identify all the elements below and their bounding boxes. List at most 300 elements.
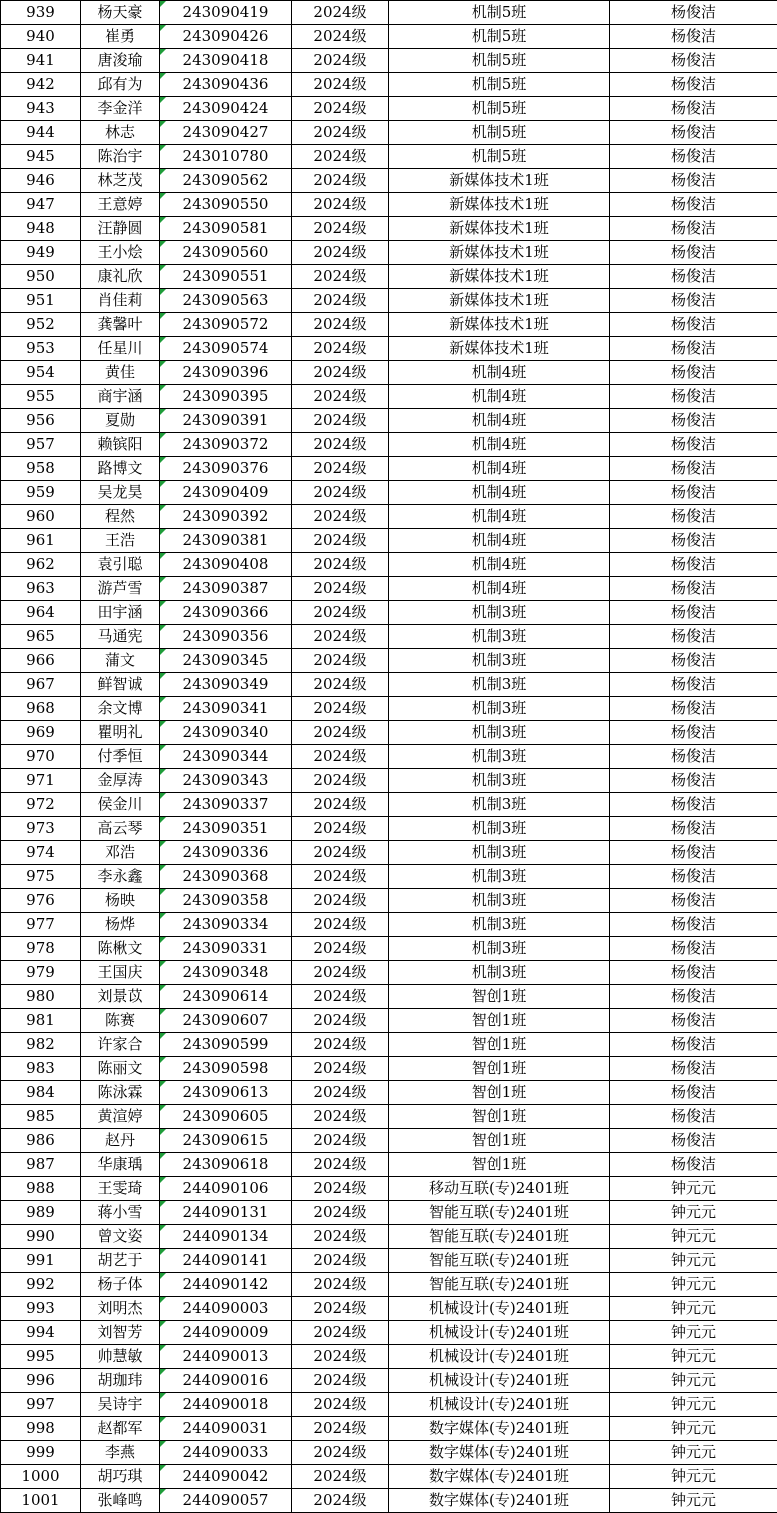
class-cell[interactable]: 机械设计(专)2401班: [389, 1393, 610, 1417]
counselor-cell[interactable]: 杨俊洁: [610, 25, 777, 49]
student-name-cell[interactable]: 田宇涵: [81, 601, 160, 625]
class-cell[interactable]: 机制4班: [389, 505, 610, 529]
row-number-cell[interactable]: 966: [1, 649, 81, 673]
student-id-cell[interactable]: 243090426: [160, 25, 292, 49]
row-number-cell[interactable]: 975: [1, 865, 81, 889]
student-name-cell[interactable]: 陈丽文: [81, 1057, 160, 1081]
student-id-cell[interactable]: 243090572: [160, 313, 292, 337]
student-id-cell[interactable]: 243090599: [160, 1033, 292, 1057]
student-name-cell[interactable]: 金厚涛: [81, 769, 160, 793]
grade-cell[interactable]: 2024级: [292, 193, 389, 217]
grade-cell[interactable]: 2024级: [292, 457, 389, 481]
counselor-cell[interactable]: 杨俊洁: [610, 1033, 777, 1057]
row-number-cell[interactable]: 963: [1, 577, 81, 601]
row-number-cell[interactable]: 970: [1, 745, 81, 769]
row-number-cell[interactable]: 946: [1, 169, 81, 193]
row-number-cell[interactable]: 971: [1, 769, 81, 793]
class-cell[interactable]: 机制3班: [389, 793, 610, 817]
class-cell[interactable]: 智创1班: [389, 1033, 610, 1057]
counselor-cell[interactable]: 杨俊洁: [610, 145, 777, 169]
counselor-cell[interactable]: 杨俊洁: [610, 289, 777, 313]
row-number-cell[interactable]: 988: [1, 1177, 81, 1201]
student-name-cell[interactable]: 杨烨: [81, 913, 160, 937]
row-number-cell[interactable]: 999: [1, 1441, 81, 1465]
student-name-cell[interactable]: 邓浩: [81, 841, 160, 865]
student-id-cell[interactable]: 243090607: [160, 1009, 292, 1033]
row-number-cell[interactable]: 995: [1, 1345, 81, 1369]
student-name-cell[interactable]: 杨天豪: [81, 1, 160, 25]
counselor-cell[interactable]: 杨俊洁: [610, 313, 777, 337]
student-name-cell[interactable]: 王雯琦: [81, 1177, 160, 1201]
class-cell[interactable]: 机制3班: [389, 625, 610, 649]
row-number-cell[interactable]: 981: [1, 1009, 81, 1033]
row-number-cell[interactable]: 980: [1, 985, 81, 1009]
class-cell[interactable]: 机制4班: [389, 457, 610, 481]
counselor-cell[interactable]: 杨俊洁: [610, 625, 777, 649]
counselor-cell[interactable]: 杨俊洁: [610, 577, 777, 601]
grade-cell[interactable]: 2024级: [292, 241, 389, 265]
student-name-cell[interactable]: 陈赛: [81, 1009, 160, 1033]
student-id-cell[interactable]: 244090033: [160, 1441, 292, 1465]
student-name-cell[interactable]: 陈泳霖: [81, 1081, 160, 1105]
student-name-cell[interactable]: 张峰鸣: [81, 1489, 160, 1513]
counselor-cell[interactable]: 杨俊洁: [610, 913, 777, 937]
counselor-cell[interactable]: 杨俊洁: [610, 1009, 777, 1033]
counselor-cell[interactable]: 钟元元: [610, 1369, 777, 1393]
grade-cell[interactable]: 2024级: [292, 649, 389, 673]
student-id-cell[interactable]: 243090343: [160, 769, 292, 793]
student-name-cell[interactable]: 王浩: [81, 529, 160, 553]
grade-cell[interactable]: 2024级: [292, 985, 389, 1009]
counselor-cell[interactable]: 杨俊洁: [610, 673, 777, 697]
student-id-cell[interactable]: 244090009: [160, 1321, 292, 1345]
grade-cell[interactable]: 2024级: [292, 145, 389, 169]
row-number-cell[interactable]: 977: [1, 913, 81, 937]
student-name-cell[interactable]: 曾文姿: [81, 1225, 160, 1249]
counselor-cell[interactable]: 杨俊洁: [610, 769, 777, 793]
student-id-cell[interactable]: 243090396: [160, 361, 292, 385]
grade-cell[interactable]: 2024级: [292, 529, 389, 553]
class-cell[interactable]: 机制5班: [389, 145, 610, 169]
student-id-cell[interactable]: 244090134: [160, 1225, 292, 1249]
row-number-cell[interactable]: 987: [1, 1153, 81, 1177]
student-id-cell[interactable]: 243090395: [160, 385, 292, 409]
grade-cell[interactable]: 2024级: [292, 169, 389, 193]
grade-cell[interactable]: 2024级: [292, 817, 389, 841]
counselor-cell[interactable]: 钟元元: [610, 1273, 777, 1297]
class-cell[interactable]: 新媒体技术1班: [389, 241, 610, 265]
class-cell[interactable]: 数字媒体(专)2401班: [389, 1441, 610, 1465]
student-id-cell[interactable]: 243090409: [160, 481, 292, 505]
grade-cell[interactable]: 2024级: [292, 1321, 389, 1345]
student-id-cell[interactable]: 243090341: [160, 697, 292, 721]
student-id-cell[interactable]: 243090605: [160, 1105, 292, 1129]
student-name-cell[interactable]: 黄佳: [81, 361, 160, 385]
student-name-cell[interactable]: 林志: [81, 121, 160, 145]
student-name-cell[interactable]: 刘明杰: [81, 1297, 160, 1321]
student-id-cell[interactable]: 243090376: [160, 457, 292, 481]
row-number-cell[interactable]: 965: [1, 625, 81, 649]
counselor-cell[interactable]: 杨俊洁: [610, 1105, 777, 1129]
counselor-cell[interactable]: 杨俊洁: [610, 121, 777, 145]
student-id-cell[interactable]: 243090618: [160, 1153, 292, 1177]
counselor-cell[interactable]: 杨俊洁: [610, 217, 777, 241]
class-cell[interactable]: 机制3班: [389, 697, 610, 721]
grade-cell[interactable]: 2024级: [292, 25, 389, 49]
row-number-cell[interactable]: 964: [1, 601, 81, 625]
class-cell[interactable]: 机制4班: [389, 481, 610, 505]
row-number-cell[interactable]: 979: [1, 961, 81, 985]
row-number-cell[interactable]: 986: [1, 1129, 81, 1153]
class-cell[interactable]: 机械设计(专)2401班: [389, 1369, 610, 1393]
counselor-cell[interactable]: 杨俊洁: [610, 409, 777, 433]
class-cell[interactable]: 智能互联(专)2401班: [389, 1225, 610, 1249]
grade-cell[interactable]: 2024级: [292, 1345, 389, 1369]
student-name-cell[interactable]: 李燕: [81, 1441, 160, 1465]
student-id-cell[interactable]: 244090131: [160, 1201, 292, 1225]
row-number-cell[interactable]: 955: [1, 385, 81, 409]
counselor-cell[interactable]: 杨俊洁: [610, 1081, 777, 1105]
student-id-cell[interactable]: 243090340: [160, 721, 292, 745]
counselor-cell[interactable]: 杨俊洁: [610, 241, 777, 265]
row-number-cell[interactable]: 990: [1, 1225, 81, 1249]
row-number-cell[interactable]: 973: [1, 817, 81, 841]
counselor-cell[interactable]: 钟元元: [610, 1465, 777, 1489]
grade-cell[interactable]: 2024级: [292, 1033, 389, 1057]
counselor-cell[interactable]: 杨俊洁: [610, 793, 777, 817]
class-cell[interactable]: 机制3班: [389, 841, 610, 865]
counselor-cell[interactable]: 杨俊洁: [610, 1057, 777, 1081]
row-number-cell[interactable]: 948: [1, 217, 81, 241]
student-id-cell[interactable]: 243090424: [160, 97, 292, 121]
grade-cell[interactable]: 2024级: [292, 1465, 389, 1489]
student-name-cell[interactable]: 杨映: [81, 889, 160, 913]
class-cell[interactable]: 机制3班: [389, 865, 610, 889]
class-cell[interactable]: 机械设计(专)2401班: [389, 1321, 610, 1345]
grade-cell[interactable]: 2024级: [292, 265, 389, 289]
student-name-cell[interactable]: 陈楸文: [81, 937, 160, 961]
row-number-cell[interactable]: 976: [1, 889, 81, 913]
student-id-cell[interactable]: 244090013: [160, 1345, 292, 1369]
student-name-cell[interactable]: 龚馨叶: [81, 313, 160, 337]
student-name-cell[interactable]: 蒋小雪: [81, 1201, 160, 1225]
student-id-cell[interactable]: 243090372: [160, 433, 292, 457]
class-cell[interactable]: 智能互联(专)2401班: [389, 1249, 610, 1273]
grade-cell[interactable]: 2024级: [292, 1201, 389, 1225]
student-name-cell[interactable]: 肖佳莉: [81, 289, 160, 313]
student-name-cell[interactable]: 李金洋: [81, 97, 160, 121]
student-id-cell[interactable]: 243090351: [160, 817, 292, 841]
counselor-cell[interactable]: 钟元元: [610, 1441, 777, 1465]
student-id-cell[interactable]: 244090042: [160, 1465, 292, 1489]
class-cell[interactable]: 机制5班: [389, 73, 610, 97]
student-id-cell[interactable]: 243090563: [160, 289, 292, 313]
row-number-cell[interactable]: 989: [1, 1201, 81, 1225]
student-id-cell[interactable]: 243090551: [160, 265, 292, 289]
class-cell[interactable]: 机制5班: [389, 49, 610, 73]
student-name-cell[interactable]: 任星川: [81, 337, 160, 361]
counselor-cell[interactable]: 钟元元: [610, 1297, 777, 1321]
student-id-cell[interactable]: 243090427: [160, 121, 292, 145]
student-name-cell[interactable]: 程然: [81, 505, 160, 529]
student-id-cell[interactable]: 244090057: [160, 1489, 292, 1513]
grade-cell[interactable]: 2024级: [292, 1153, 389, 1177]
grade-cell[interactable]: 2024级: [292, 1369, 389, 1393]
student-name-cell[interactable]: 吴龙昊: [81, 481, 160, 505]
class-cell[interactable]: 机制3班: [389, 961, 610, 985]
student-name-cell[interactable]: 杨子体: [81, 1273, 160, 1297]
student-name-cell[interactable]: 唐浚瑜: [81, 49, 160, 73]
student-name-cell[interactable]: 康礼欣: [81, 265, 160, 289]
row-number-cell[interactable]: 978: [1, 937, 81, 961]
row-number-cell[interactable]: 952: [1, 313, 81, 337]
grade-cell[interactable]: 2024级: [292, 1489, 389, 1513]
row-number-cell[interactable]: 950: [1, 265, 81, 289]
student-id-cell[interactable]: 243090598: [160, 1057, 292, 1081]
student-name-cell[interactable]: 吴诗宇: [81, 1393, 160, 1417]
student-name-cell[interactable]: 马通宪: [81, 625, 160, 649]
class-cell[interactable]: 机制5班: [389, 97, 610, 121]
grade-cell[interactable]: 2024级: [292, 1273, 389, 1297]
grade-cell[interactable]: 2024级: [292, 721, 389, 745]
student-id-cell[interactable]: 243010780: [160, 145, 292, 169]
student-id-cell[interactable]: 243090614: [160, 985, 292, 1009]
student-id-cell[interactable]: 243090419: [160, 1, 292, 25]
counselor-cell[interactable]: 杨俊洁: [610, 601, 777, 625]
counselor-cell[interactable]: 钟元元: [610, 1321, 777, 1345]
student-id-cell[interactable]: 244090106: [160, 1177, 292, 1201]
class-cell[interactable]: 新媒体技术1班: [389, 217, 610, 241]
student-id-cell[interactable]: 243090574: [160, 337, 292, 361]
class-cell[interactable]: 机制4班: [389, 385, 610, 409]
student-name-cell[interactable]: 袁引聪: [81, 553, 160, 577]
counselor-cell[interactable]: 钟元元: [610, 1489, 777, 1513]
counselor-cell[interactable]: 钟元元: [610, 1249, 777, 1273]
student-name-cell[interactable]: 李永鑫: [81, 865, 160, 889]
counselor-cell[interactable]: 杨俊洁: [610, 649, 777, 673]
student-id-cell[interactable]: 243090418: [160, 49, 292, 73]
row-number-cell[interactable]: 941: [1, 49, 81, 73]
student-id-cell[interactable]: 244090031: [160, 1417, 292, 1441]
counselor-cell[interactable]: 杨俊洁: [610, 385, 777, 409]
counselor-cell[interactable]: 杨俊洁: [610, 721, 777, 745]
row-number-cell[interactable]: 961: [1, 529, 81, 553]
grade-cell[interactable]: 2024级: [292, 313, 389, 337]
class-cell[interactable]: 移动互联(专)2401班: [389, 1177, 610, 1201]
counselor-cell[interactable]: 杨俊洁: [610, 505, 777, 529]
grade-cell[interactable]: 2024级: [292, 1057, 389, 1081]
grade-cell[interactable]: 2024级: [292, 361, 389, 385]
grade-cell[interactable]: 2024级: [292, 1297, 389, 1321]
student-name-cell[interactable]: 陈治宇: [81, 145, 160, 169]
student-name-cell[interactable]: 商宇涵: [81, 385, 160, 409]
row-number-cell[interactable]: 972: [1, 793, 81, 817]
class-cell[interactable]: 智创1班: [389, 1105, 610, 1129]
grade-cell[interactable]: 2024级: [292, 121, 389, 145]
counselor-cell[interactable]: 钟元元: [610, 1177, 777, 1201]
class-cell[interactable]: 机制3班: [389, 913, 610, 937]
student-name-cell[interactable]: 赵丹: [81, 1129, 160, 1153]
grade-cell[interactable]: 2024级: [292, 409, 389, 433]
student-id-cell[interactable]: 244090018: [160, 1393, 292, 1417]
grade-cell[interactable]: 2024级: [292, 1177, 389, 1201]
student-id-cell[interactable]: 243090387: [160, 577, 292, 601]
student-id-cell[interactable]: 243090581: [160, 217, 292, 241]
row-number-cell[interactable]: 939: [1, 1, 81, 25]
grade-cell[interactable]: 2024级: [292, 1249, 389, 1273]
grade-cell[interactable]: 2024级: [292, 553, 389, 577]
class-cell[interactable]: 智创1班: [389, 1009, 610, 1033]
student-id-cell[interactable]: 243090349: [160, 673, 292, 697]
grade-cell[interactable]: 2024级: [292, 625, 389, 649]
student-id-cell[interactable]: 243090368: [160, 865, 292, 889]
row-number-cell[interactable]: 991: [1, 1249, 81, 1273]
row-number-cell[interactable]: 968: [1, 697, 81, 721]
student-id-cell[interactable]: 243090381: [160, 529, 292, 553]
student-name-cell[interactable]: 许家合: [81, 1033, 160, 1057]
student-name-cell[interactable]: 余文博: [81, 697, 160, 721]
student-id-cell[interactable]: 243090408: [160, 553, 292, 577]
student-name-cell[interactable]: 瞿明礼: [81, 721, 160, 745]
counselor-cell[interactable]: 杨俊洁: [610, 529, 777, 553]
row-number-cell[interactable]: 956: [1, 409, 81, 433]
student-name-cell[interactable]: 王国庆: [81, 961, 160, 985]
grade-cell[interactable]: 2024级: [292, 1393, 389, 1417]
counselor-cell[interactable]: 杨俊洁: [610, 481, 777, 505]
counselor-cell[interactable]: 杨俊洁: [610, 265, 777, 289]
counselor-cell[interactable]: 杨俊洁: [610, 49, 777, 73]
student-id-cell[interactable]: 243090337: [160, 793, 292, 817]
grade-cell[interactable]: 2024级: [292, 1105, 389, 1129]
row-number-cell[interactable]: 940: [1, 25, 81, 49]
student-name-cell[interactable]: 华康瑀: [81, 1153, 160, 1177]
row-number-cell[interactable]: 1001: [1, 1489, 81, 1513]
grade-cell[interactable]: 2024级: [292, 1441, 389, 1465]
counselor-cell[interactable]: 杨俊洁: [610, 193, 777, 217]
row-number-cell[interactable]: 996: [1, 1369, 81, 1393]
class-cell[interactable]: 智创1班: [389, 1129, 610, 1153]
class-cell[interactable]: 智创1班: [389, 1081, 610, 1105]
row-number-cell[interactable]: 944: [1, 121, 81, 145]
class-cell[interactable]: 新媒体技术1班: [389, 193, 610, 217]
grade-cell[interactable]: 2024级: [292, 97, 389, 121]
counselor-cell[interactable]: 钟元元: [610, 1345, 777, 1369]
grade-cell[interactable]: 2024级: [292, 913, 389, 937]
class-cell[interactable]: 机制4班: [389, 577, 610, 601]
class-cell[interactable]: 新媒体技术1班: [389, 313, 610, 337]
grade-cell[interactable]: 2024级: [292, 385, 389, 409]
grade-cell[interactable]: 2024级: [292, 889, 389, 913]
student-name-cell[interactable]: 胡艺于: [81, 1249, 160, 1273]
grade-cell[interactable]: 2024级: [292, 601, 389, 625]
row-number-cell[interactable]: 953: [1, 337, 81, 361]
class-cell[interactable]: 机制3班: [389, 817, 610, 841]
student-name-cell[interactable]: 王意婷: [81, 193, 160, 217]
grade-cell[interactable]: 2024级: [292, 577, 389, 601]
grade-cell[interactable]: 2024级: [292, 433, 389, 457]
grade-cell[interactable]: 2024级: [292, 1225, 389, 1249]
grade-cell[interactable]: 2024级: [292, 937, 389, 961]
student-name-cell[interactable]: 邱有为: [81, 73, 160, 97]
row-number-cell[interactable]: 959: [1, 481, 81, 505]
student-name-cell[interactable]: 刘景苡: [81, 985, 160, 1009]
counselor-cell[interactable]: 杨俊洁: [610, 1153, 777, 1177]
student-id-cell[interactable]: 243090336: [160, 841, 292, 865]
student-name-cell[interactable]: 崔勇: [81, 25, 160, 49]
class-cell[interactable]: 机制3班: [389, 889, 610, 913]
row-number-cell[interactable]: 1000: [1, 1465, 81, 1489]
student-id-cell[interactable]: 243090366: [160, 601, 292, 625]
row-number-cell[interactable]: 983: [1, 1057, 81, 1081]
grade-cell[interactable]: 2024级: [292, 289, 389, 313]
student-id-cell[interactable]: 243090391: [160, 409, 292, 433]
counselor-cell[interactable]: 钟元元: [610, 1201, 777, 1225]
class-cell[interactable]: 数字媒体(专)2401班: [389, 1489, 610, 1513]
counselor-cell[interactable]: 钟元元: [610, 1225, 777, 1249]
class-cell[interactable]: 智能互联(专)2401班: [389, 1201, 610, 1225]
counselor-cell[interactable]: 杨俊洁: [610, 937, 777, 961]
student-id-cell[interactable]: 243090331: [160, 937, 292, 961]
student-name-cell[interactable]: 黄渲婷: [81, 1105, 160, 1129]
row-number-cell[interactable]: 945: [1, 145, 81, 169]
class-cell[interactable]: 机械设计(专)2401班: [389, 1345, 610, 1369]
row-number-cell[interactable]: 994: [1, 1321, 81, 1345]
grade-cell[interactable]: 2024级: [292, 865, 389, 889]
counselor-cell[interactable]: 杨俊洁: [610, 1129, 777, 1153]
counselor-cell[interactable]: 杨俊洁: [610, 745, 777, 769]
grade-cell[interactable]: 2024级: [292, 49, 389, 73]
student-id-cell[interactable]: 243090334: [160, 913, 292, 937]
class-cell[interactable]: 智创1班: [389, 985, 610, 1009]
student-name-cell[interactable]: 刘智芳: [81, 1321, 160, 1345]
class-cell[interactable]: 机制4班: [389, 433, 610, 457]
student-id-cell[interactable]: 243090562: [160, 169, 292, 193]
student-name-cell[interactable]: 付季恒: [81, 745, 160, 769]
row-number-cell[interactable]: 951: [1, 289, 81, 313]
row-number-cell[interactable]: 998: [1, 1417, 81, 1441]
student-id-cell[interactable]: 244090016: [160, 1369, 292, 1393]
class-cell[interactable]: 机制5班: [389, 25, 610, 49]
counselor-cell[interactable]: 杨俊洁: [610, 985, 777, 1009]
counselor-cell[interactable]: 杨俊洁: [610, 841, 777, 865]
row-number-cell[interactable]: 954: [1, 361, 81, 385]
row-number-cell[interactable]: 957: [1, 433, 81, 457]
counselor-cell[interactable]: 杨俊洁: [610, 97, 777, 121]
row-number-cell[interactable]: 984: [1, 1081, 81, 1105]
grade-cell[interactable]: 2024级: [292, 1, 389, 25]
row-number-cell[interactable]: 969: [1, 721, 81, 745]
student-id-cell[interactable]: 243090345: [160, 649, 292, 673]
student-name-cell[interactable]: 王小烩: [81, 241, 160, 265]
class-cell[interactable]: 机制5班: [389, 1, 610, 25]
grade-cell[interactable]: 2024级: [292, 1129, 389, 1153]
row-number-cell[interactable]: 962: [1, 553, 81, 577]
class-cell[interactable]: 机制3班: [389, 769, 610, 793]
class-cell[interactable]: 智能互联(专)2401班: [389, 1273, 610, 1297]
row-number-cell[interactable]: 985: [1, 1105, 81, 1129]
grade-cell[interactable]: 2024级: [292, 1009, 389, 1033]
student-name-cell[interactable]: 路博文: [81, 457, 160, 481]
counselor-cell[interactable]: 杨俊洁: [610, 169, 777, 193]
student-name-cell[interactable]: 侯金川: [81, 793, 160, 817]
student-name-cell[interactable]: 胡巧琪: [81, 1465, 160, 1489]
grade-cell[interactable]: 2024级: [292, 1081, 389, 1105]
counselor-cell[interactable]: 杨俊洁: [610, 889, 777, 913]
grade-cell[interactable]: 2024级: [292, 217, 389, 241]
student-id-cell[interactable]: 243090615: [160, 1129, 292, 1153]
student-name-cell[interactable]: 蒲文: [81, 649, 160, 673]
student-name-cell[interactable]: 赖镔阳: [81, 433, 160, 457]
